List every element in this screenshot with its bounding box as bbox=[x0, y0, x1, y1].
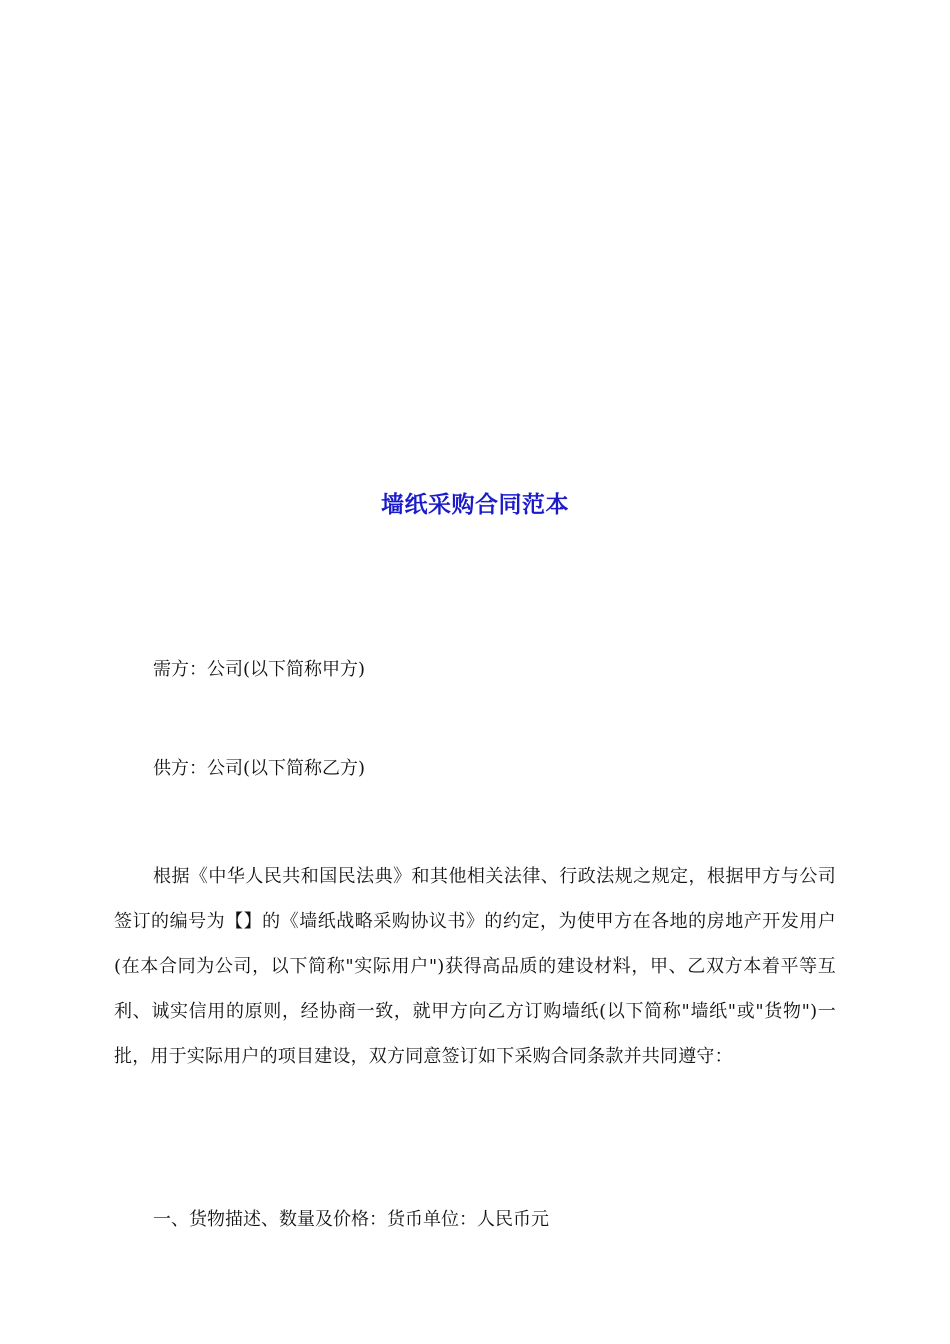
demander-line: 需方：公司(以下简称甲方) bbox=[153, 659, 366, 680]
section-1-heading: 一、货物描述、数量及价格：货币单位：人民币元 bbox=[153, 1209, 549, 1230]
preamble-paragraph: 根据《中华人民共和国民法典》和其他相关法律、行政法规之规定，根据甲方与公司签订的编号为【】的《墙纸战略采购协议书》的约定，为使甲方在各地的房地产开发用户(在本合同为公司，以下简称"实际用户")获得高品质的建设材料，甲、乙双方本着平等互利、诚实信用的原则，经协商一致，就甲方向乙方订购墙纸(以下简称"墙纸"或"货物")一批，用于实际用户的项目建设，双方同意签订如下采购合同条款并共同遵守： bbox=[114, 866, 836, 1067]
document-title: 墙纸采购合同范本 bbox=[381, 492, 569, 518]
supplier-line: 供方：公司(以下简称乙方) bbox=[153, 758, 366, 779]
